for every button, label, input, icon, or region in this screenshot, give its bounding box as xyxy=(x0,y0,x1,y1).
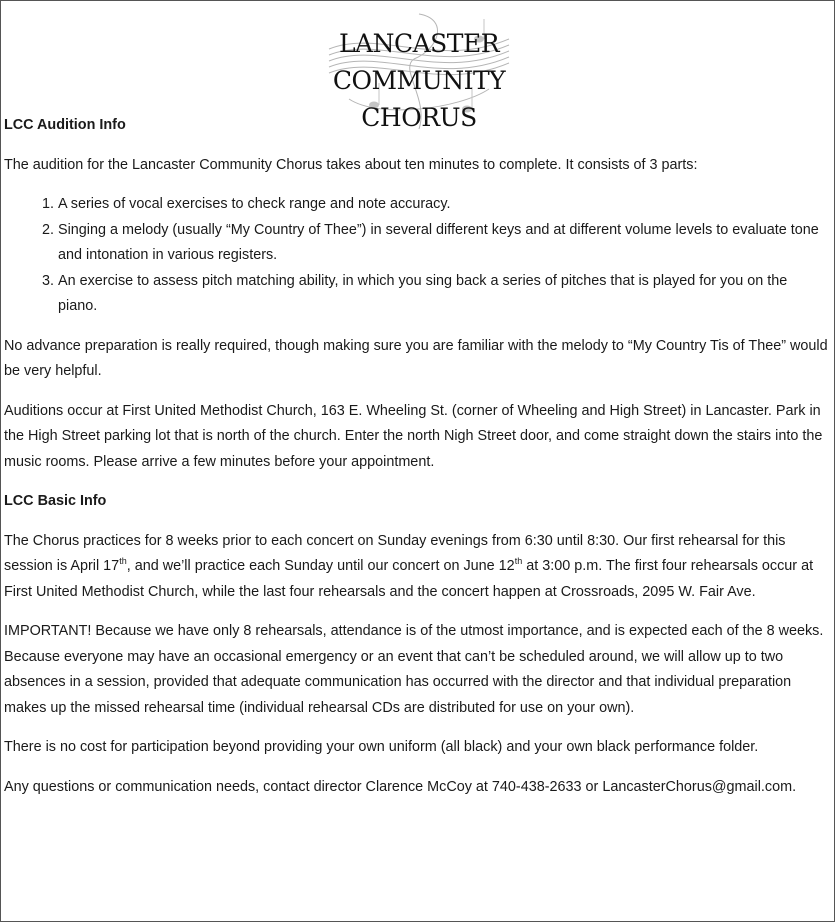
audition-intro: The audition for the Lancaster Community Chorus takes about ten minutes to complete. It consists of 3 parts: xyxy=(4,156,698,173)
logo-line-3: CHORUS xyxy=(361,103,477,132)
cost-paragraph: There is no cost for participation beyond providing your own uniform (all black) and your own black performance folder. xyxy=(4,739,759,755)
practice-paragraph xyxy=(4,529,830,606)
important-paragraph: IMPORTANT! Because we have only 8 rehearsals, attendance is of the utmost importance, and is expected each of the 8 weeks. Because everyone may have an occasional emergency or an event that can’t be scheduled around, we will allow up to two absences in a session, provided that adequate communication has occurred with the director and that individual preparation makes up the missed rehearsal time (individual rehearsal CDs are distributed for use on your own). xyxy=(4,623,824,716)
ordinal-suffix: th xyxy=(119,556,127,567)
preparation-paragraph: No advance preparation is really required, though making sure you are familiar with the melody to “My Country Tis of Thee” would be very helpful. xyxy=(4,337,828,379)
practice-text-c: at 3:00 p.m. The first four rehearsals occur at First United Methodist Church, while the last four rehearsals and the concert happen at Crossroads, 2095 W. Fair Ave. xyxy=(4,558,814,600)
practice-text-a: The Chorus practices for 8 weeks prior to each concert on Sunday evenings from 6:30 until 8:30. Our first rehearsal for this session is April 17 xyxy=(4,532,786,574)
basic-info-heading: LCC Basic Info xyxy=(4,493,107,509)
audition-step: 1. A series of vocal exercises to check range and note accuracy. xyxy=(58,192,830,218)
audition-heading: LCC Audition Info xyxy=(4,117,126,133)
audition-steps-list xyxy=(4,192,830,320)
contact-paragraph: Any questions or communication needs, contact director Clarence McCoy at 740-438-2633 or LancasterChorus@gmail.com. xyxy=(4,778,797,795)
ordinal-suffix: th xyxy=(514,556,523,567)
audition-step: 2. Singing a melody (usually “My Country of Thee”) in several different keys and at different volume levels to evaluate tone and intonation in various registers. xyxy=(58,218,830,269)
audition-step: 3. An exercise to assess pitch matching ability, in which you sing back a series of pitches that is played for you on the piano. xyxy=(58,269,830,320)
practice-text-b: , and we’ll practice each Sunday until our concert on June 12 xyxy=(126,558,515,574)
location-paragraph: Auditions occur at First United Methodist Church, 163 E. Wheeling St. (corner of Wheeling and High Street) in Lancaster. Park in the High Street parking lot that is north of the church. Enter the north Nigh Street door, and come straight down the stairs into the music rooms. Please arrive a few minutes before your appointment. xyxy=(4,402,823,470)
document-body xyxy=(4,113,830,814)
logo-line-2: COMMUNITY xyxy=(332,66,506,95)
logo-line-1: LANCASTER xyxy=(338,29,500,58)
